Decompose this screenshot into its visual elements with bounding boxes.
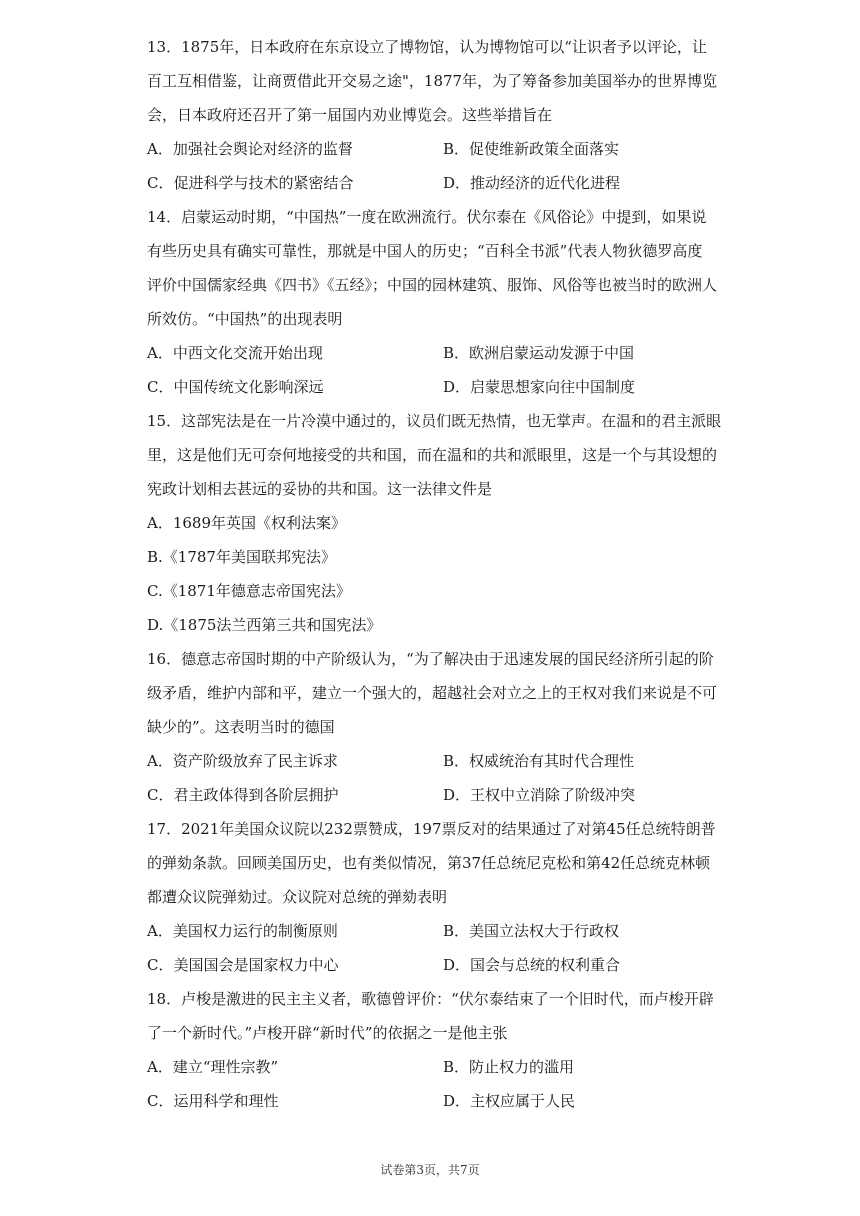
question-14-stem-line-1: 14．启蒙运动时期，“中国热”一度在欧洲流行。伏尔泰在《风俗论》中提到，如果说 <box>147 208 707 226</box>
question-17-stem-line-2: 的弹劾条款。回顾美国历史，也有类似情况，第37任总统尼克松和第42任总统克林顿 <box>147 854 711 872</box>
question-15-option-a: A．1689年英国《权利法案》 <box>147 514 347 532</box>
question-13-stem-line-3: 会，日本政府还召开了第一届国内劝业博览会。这些举措旨在 <box>147 106 553 124</box>
question-15-stem-line-1: 15．这部宪法是在一片冷漠中通过的，议员们既无热情，也无掌声。在温和的君主派眼 <box>147 412 722 430</box>
question-13-option-a: A．加强社会舆论对经济的监督 <box>147 140 353 158</box>
question-17-option-b: B．美国立法权大于行政权 <box>443 922 620 940</box>
question-15-stem-line-3: 宪政计划相去甚远的妥协的共和国。这一法律文件是 <box>147 480 493 498</box>
question-16-stem-line-1: 16．德意志帝国时期的中产阶级认为，“为了解决由于迅速发展的国民经济所引起的阶 <box>147 650 714 668</box>
question-16-option-b: B．权威统治有其时代合理性 <box>443 752 635 770</box>
question-18-option-d: D．主权应属于人民 <box>443 1092 576 1110</box>
question-17-stem-line-1: 17．2021年美国众议院以232票赞成，197票反对的结果通过了对第45任总统特朗普 <box>147 820 716 838</box>
question-18-option-b: B．防止权力的滥用 <box>443 1058 575 1076</box>
question-15-option-b: B.《1787年美国联邦宪法》 <box>147 548 336 566</box>
question-14-option-a: A．中西文化交流开始出现 <box>147 344 323 362</box>
question-18-stem-line-1: 18．卢梭是激进的民主主义者，歌德曾评价：“伏尔泰结束了一个旧时代，而卢梭开辟 <box>147 990 714 1008</box>
question-17-stem-line-3: 都遭众议院弹劾过。众议院对总统的弹劾表明 <box>147 888 448 906</box>
question-15-option-d: D.《1875法兰西第三共和国宪法》 <box>147 616 382 634</box>
question-17-option-d: D．国会与总统的权利重合 <box>443 956 621 974</box>
question-14-stem-line-4: 所效仿。“中国热”的出现表明 <box>147 310 343 328</box>
question-18-option-c: C．运用科学和理性 <box>147 1092 279 1110</box>
question-16-stem-line-2: 级矛盾，维护内部和平，建立一个强大的，超越社会对立之上的王权对我们来说是不可 <box>147 684 718 702</box>
question-16-option-d: D．王权中立消除了阶级冲突 <box>443 786 636 804</box>
question-15-stem-line-2: 里，这是他们无可奈何地接受的共和国，而在温和的共和派眼里，这是一个与其设想的 <box>147 446 718 464</box>
question-16-option-c: C．君主政体得到各阶层拥护 <box>147 786 339 804</box>
question-14-option-c: C．中国传统文化影响深远 <box>147 378 324 396</box>
question-13-stem-line-1: 13．1875年，日本政府在东京设立了博物馆，认为博物馆可以“让识者予以评论，让 <box>147 38 707 56</box>
question-18-stem-line-2: 了一个新时代。”卢梭开辟“新时代”的依据之一是他主张 <box>147 1024 508 1042</box>
question-14-option-d: D．启蒙思想家向往中国制度 <box>443 378 636 396</box>
question-13-stem-line-2: 百工互相借鉴，让商贾借此开交易之途"，1877年，为了筹备参加美国举办的世界博览 <box>147 72 718 90</box>
question-14-stem-line-2: 有些历史具有确实可靠性，那就是中国人的历史；“百科全书派”代表人物狄德罗高度 <box>147 242 703 260</box>
question-13-option-c: C．促进科学与技术的紧密结合 <box>147 174 354 192</box>
question-14-stem-line-3: 评价中国儒家经典《四书》《五经》；中国的园林建筑、服饰、风俗等也被当时的欧洲人 <box>147 276 718 294</box>
question-17-option-c: C．美国国会是国家权力中心 <box>147 956 339 974</box>
page-footer: 试卷第3页，共7页 <box>380 1163 480 1177</box>
question-16-stem-line-3: 缺少的”。这表明当时的德国 <box>147 718 335 736</box>
question-17-option-a: A．美国权力运行的制衡原则 <box>147 922 338 940</box>
question-14-option-b: B．欧洲启蒙运动发源于中国 <box>443 344 635 362</box>
question-13-option-d: D．推动经济的近代化进程 <box>443 174 621 192</box>
question-15-option-c: C.《1871年德意志帝国宪法》 <box>147 582 351 600</box>
question-16-option-a: A．资产阶级放弃了民主诉求 <box>147 752 338 770</box>
question-13-option-b: B．促使维新政策全面落实 <box>443 140 620 158</box>
question-18-option-a: A．建立“理性宗教” <box>147 1058 279 1076</box>
